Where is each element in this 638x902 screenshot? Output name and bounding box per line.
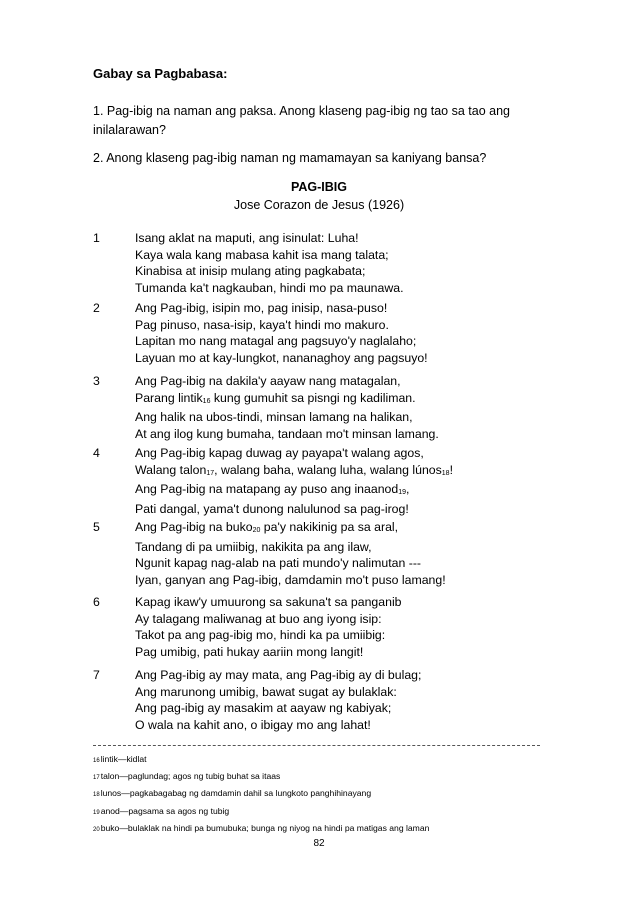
poem-line: Ang Pag-ibig na buko$^{20}$ pa'y nakikinig pa sa aral,: [135, 520, 399, 534]
stanza-number: 6: [93, 595, 100, 609]
footnote-divider: [93, 745, 540, 746]
poem-line: Ang Pag-ibig ay may mata, ang Pag-ibig ay di bulag;: [135, 668, 422, 682]
poem-line: Ay talagang maliwanag at buo ang iyong isip:: [135, 611, 382, 626]
poem-line: Ang Pag-ibig kapag duwag ay payapa't walang agos,: [135, 446, 424, 460]
poem-line: Ang marunong umibig, bawat sugat ay bulaklak:: [135, 684, 397, 699]
poem-line: Kaya wala kang mabasa kahit isa mang talata;: [135, 247, 389, 262]
reading-guide-heading: Gabay sa Pagbabasa:: [93, 66, 228, 81]
poem-line: Ang Pag-ibig, isipin mo, pag inisip, nasa-puso!: [135, 301, 388, 315]
poem-line: Pati dangal, yama't dunong nalulunod sa pag-irog!: [135, 501, 409, 516]
stanza-number: 2: [93, 301, 100, 315]
poem-line: Ang Pag-ibig na matapang ay puso ang inaanod$^{19}$,: [135, 482, 410, 497]
poem-author: Jose Corazon de Jesus (1926): [233, 198, 405, 212]
poem-line: Ang Pag-ibig na dakila'y aayaw nang matagalan,: [135, 374, 401, 388]
poem-line: Pag pinuso, nasa-isip, kaya't hindi mo makuro.: [135, 317, 389, 332]
footnote: [93, 804, 429, 821]
footnote-marker: 16: [202, 397, 211, 405]
poem-line: O wala na kahit ano, o ibigay mo ang lahat!: [135, 717, 371, 732]
footnote-number: 19: [93, 809, 100, 816]
poem-line: Pag umibig, pati hukay aariin mong langit!: [135, 644, 364, 659]
footnote-text: anod—pagsama sa agos ng tubig: [100, 805, 230, 816]
poem-line: At ang ilog kung bumaha, tandaan mo't minsan lamang.: [135, 426, 439, 441]
poem-line: Ngunit kapag nag-alab na pati mundo'y nalimutan ---: [135, 556, 422, 571]
poem-line: Tumanda ka't nagkauban, hindi mo pa maunawa.: [135, 280, 404, 295]
poem-line: Iyan, ganyan ang Pag-ibig, damdamin mo't puso lamang!: [135, 572, 446, 587]
poem-line: Tandang di pa umiibig, nakikita pa ang ilaw,: [135, 539, 372, 554]
footnote-text: lintik—kidlat: [100, 754, 147, 764]
footnote-text: talon—paglundag; agos ng tubig buhat sa itaas: [100, 771, 281, 782]
footnote-text: lunos—pagkabagabag ng damdamin dahil sa lungkoto panghihinayang: [100, 788, 372, 799]
footnote-marker: 17: [206, 469, 215, 477]
poem-line: Kapag ikaw'y umuurong sa sakuna't sa panganib: [135, 595, 402, 609]
poem-line: Takot pa ang pag-ibig mo, hindi ka pa umiibig:: [135, 628, 386, 643]
footnote: [93, 769, 429, 786]
question-2: 2. Anong klaseng pag-ibig naman ng mamamayan sa kaniyang bansa?: [93, 151, 487, 165]
poem-line: Kinabisa at inisip mulang ating pagkabata;: [135, 264, 366, 279]
poem-line: Ang halik na ubos-tindi, minsan lamang na halikan,: [135, 410, 413, 425]
stanza-number: 3: [93, 374, 100, 388]
footnote-marker: 18: [441, 469, 450, 477]
footnote-number: 17: [93, 775, 100, 782]
poem-line: Layuan mo at kay-lungkot, nananaghoy ang pagsuyo!: [135, 350, 428, 365]
footnote-text: buko—bulaklak na hindi pa bumubuka; bunga ng niyog na hindi pa matigas ang laman: [100, 822, 430, 833]
stanza-number: 4: [93, 446, 100, 460]
footnote-number: 16: [93, 758, 100, 764]
footnotes: [93, 752, 429, 838]
footnote-marker: 19: [398, 489, 407, 497]
footnote: [93, 821, 429, 838]
stanza-number: 1: [93, 231, 100, 245]
footnote-marker: 20: [252, 527, 261, 534]
poem-line: Isang aklat na maputi, ang isinulat: Luha!: [135, 231, 359, 245]
poem-line: Ang pag-ibig ay masakim at aayaw ng kabiyak;: [135, 701, 392, 716]
footnote-number: 18: [93, 792, 100, 799]
poem-line: Walang talon$^{17}$, walang baha, walang luha, walang lúnos$^{18}$!: [135, 462, 453, 477]
poem-line: Parang lintik$^{16}$ kung gumuhit sa pisngi ng kadiliman.: [135, 390, 416, 405]
poem-line: Lapitan mo nang matagal ang pagsuyo'y naglalaho;: [135, 334, 417, 349]
poem-title: PAG-IBIG: [290, 180, 348, 194]
footnote: [93, 786, 429, 803]
page-number: 82: [313, 838, 325, 849]
stanza-number: 5: [93, 520, 100, 534]
footnote: [93, 752, 429, 769]
footnote-number: 20: [93, 826, 100, 833]
stanza-number: 7: [93, 668, 100, 682]
question-1: 1. Pag-ibig na naman ang paksa. Anong klaseng pag-ibig ng tao sa tao ang inilalarawan?: [93, 104, 510, 137]
